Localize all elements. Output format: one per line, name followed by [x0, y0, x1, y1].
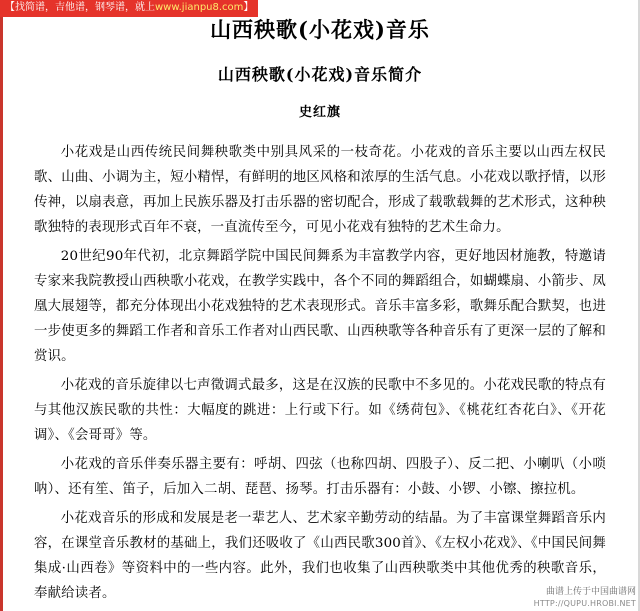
- watermark-suffix-text: 】: [243, 2, 254, 13]
- watermark-prefix-text: 【找简谱，吉他谱，钢琴谱，就上: [5, 2, 155, 13]
- footer-watermark-line-1: 曲谱上传于中国曲谱网: [545, 587, 636, 597]
- page-title: 山西秧歌(小花戏)音乐: [210, 17, 430, 42]
- paragraph-2: 20世纪90年代初，北京舞蹈学院中国民间舞系为丰富教学内容，更好地因材施教，特邀请专家来我院教授山西秧歌小花戏，在教学实践中，各个不同的舞蹈组合，如蝴蝶扇、小箭步、凤凰大展翅等，都充分体现出小花戏独特的艺术表现形式。音乐丰富多彩，歌舞乐配合默契，也进一步使更多的舞蹈工作者和音乐工作者对山西民歌、山西秧歌等各种音乐有了更深一层的了解和赏识。: [34, 249, 606, 364]
- paragraph-3: 小花戏的音乐旋律以七声徵调式最多，这是在汉族的民歌中不多见的。小花戏民歌的特点有与其他汉族民歌的共性：大幅度的跳进：上行或下行。如《绣荷包》、《桃花红杏花白》、《开花调》、《会哥哥》等。: [34, 378, 606, 443]
- paragraph-5: 小花戏音乐的形成和发展是老一辈艺人、艺术家辛勤劳动的结晶。为了丰富课堂舞蹈音乐内容，在课堂音乐教材的基础上，我们还吸收了《山西民歌300首》、《左权小花戏》、《中国民间舞集成·山西卷》等资料中的一些内容。此外，我们也收集了山西秧歌类中其他优秀的秧歌音乐，奉献给读者。: [34, 511, 606, 601]
- paragraph-4: 小花戏的音乐伴奏乐器主要有：呼胡、四弦（也称四胡、四股子）、反二把、小喇叭（小唢呐）、还有笙、笛子，后加入二胡、琵琶、扬琴。打击乐器有：小鼓、小锣、小镲、擦拉机。: [34, 457, 606, 497]
- author-name: 史红旗: [298, 105, 341, 120]
- page-subtitle: 山西秧歌(小花戏)音乐简介: [217, 65, 423, 84]
- paragraph-1: 小花戏是山西传统民间舞秧歌类中别具风采的一枝奇花。小花戏的音乐主要以山西左权民歌、山曲、小调为主，短小精悍，有鲜明的地区风格和浓厚的生活气息。小花戏以歌抒情，以形传神，以扇表意，再加上民族乐器及打击乐器的密切配合，形成了载歌载舞的艺术形式，这种秧歌独特的表现形式百年不衰，一直流传至今，可见小花戏有独特的艺术生命力。: [34, 145, 606, 235]
- body-text: [34, 140, 606, 606]
- watermark-site-url: www.jianpu8.com: [155, 2, 244, 13]
- footer-watermark: [534, 587, 636, 609]
- footer-watermark-line-2: HTTP://QUPU.HROBI.NET: [533, 599, 636, 608]
